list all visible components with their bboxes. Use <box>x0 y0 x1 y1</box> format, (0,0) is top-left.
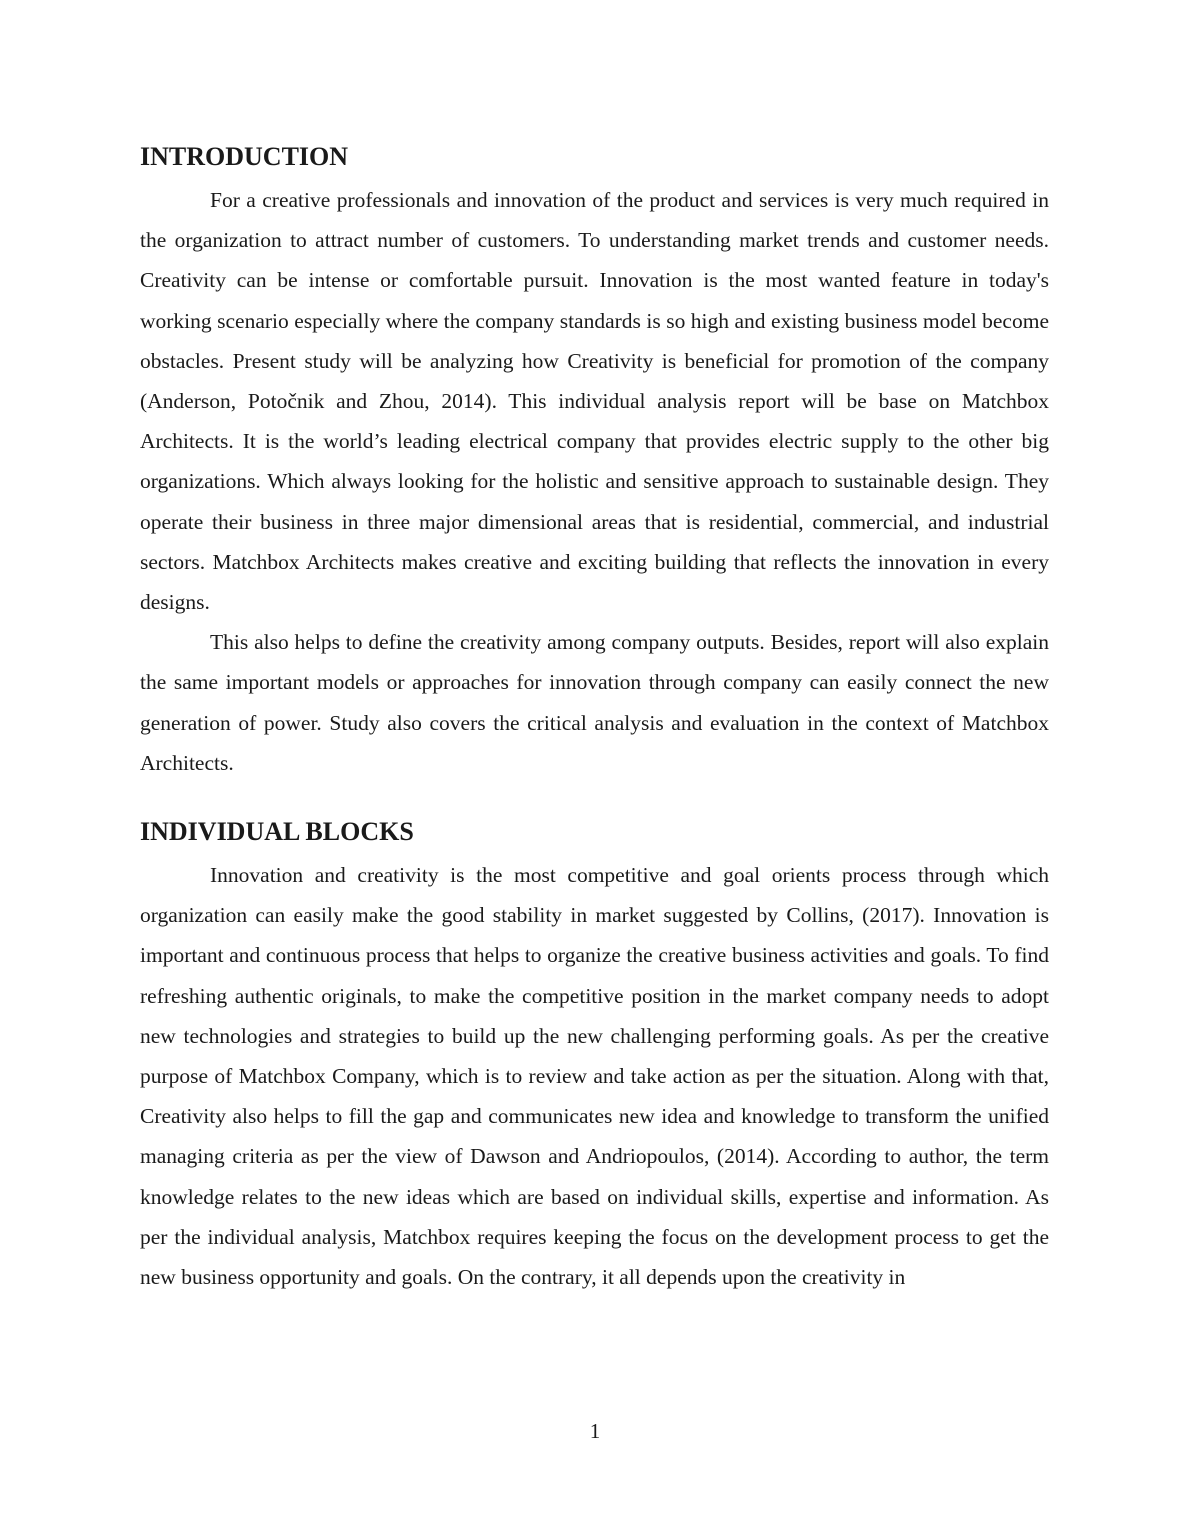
introduction-paragraph-2: This also helps to define the creativity among company outputs. Besides, report will also explain the same important models or approaches for innovation through company can easily connect the new generation of power. Study also covers the critical analysis and evaluation in the context of Matchbox Architects. <box>140 630 1049 775</box>
individual-blocks-paragraph-1: Innovation and creativity is the most competitive and goal orients process through which organization can easily make the good stability in market suggested by Collins, (2017). Innovation is important and continuous process that helps to organize the creative business activities and goals. To find refreshing authentic originals, to make the competitive position in the market company needs to adopt new technologies and strategies to build up the new challenging performing goals. As per the creative purpose of Matchbox Company, which is to review and take action as per the situation. Along with that, Creativity also helps to fill the gap and communicates new idea and knowledge to transform the unified managing criteria as per the view of Dawson and Andriopoulos, (2014). According to author, the term knowledge relates to the new ideas which are based on individual skills, expertise and information. As per the individual analysis, Matchbox requires keeping the focus on the development process to get the new business opportunity and goals. On the contrary, it all depends upon the creativity in <box>140 863 1049 1290</box>
page-content <box>140 140 1049 1297</box>
page-number: 1 <box>589 1419 601 1443</box>
section-heading-introduction: INTRODUCTION <box>140 142 349 171</box>
section-heading-individual-blocks: INDIVIDUAL BLOCKS <box>140 817 414 847</box>
introduction-paragraph-1: For a creative professionals and innovation of the product and services is very much required in the organization to attract number of customers. To understanding market trends and customer needs. Creativity can be intense or comfortable pursuit. Innovation is the most wanted feature in today's working scenario especially where the company standards is so high and existing business model become obstacles. Present study will be analyzing how Creativity is beneficial for promotion of the company (Anderson, Potočnik and Zhou, 2014). This individual analysis report will be base on Matchbox Architects. It is the world’s leading electrical company that provides electric supply to the other big organizations. Which always looking for the holistic and sensitive approach to sustainable design. They operate their business in three major dimensional areas that is residential, commercial, and industrial sectors. Matchbox Architects makes creative and exciting building that reflects the innovation in every designs. <box>140 188 1049 615</box>
